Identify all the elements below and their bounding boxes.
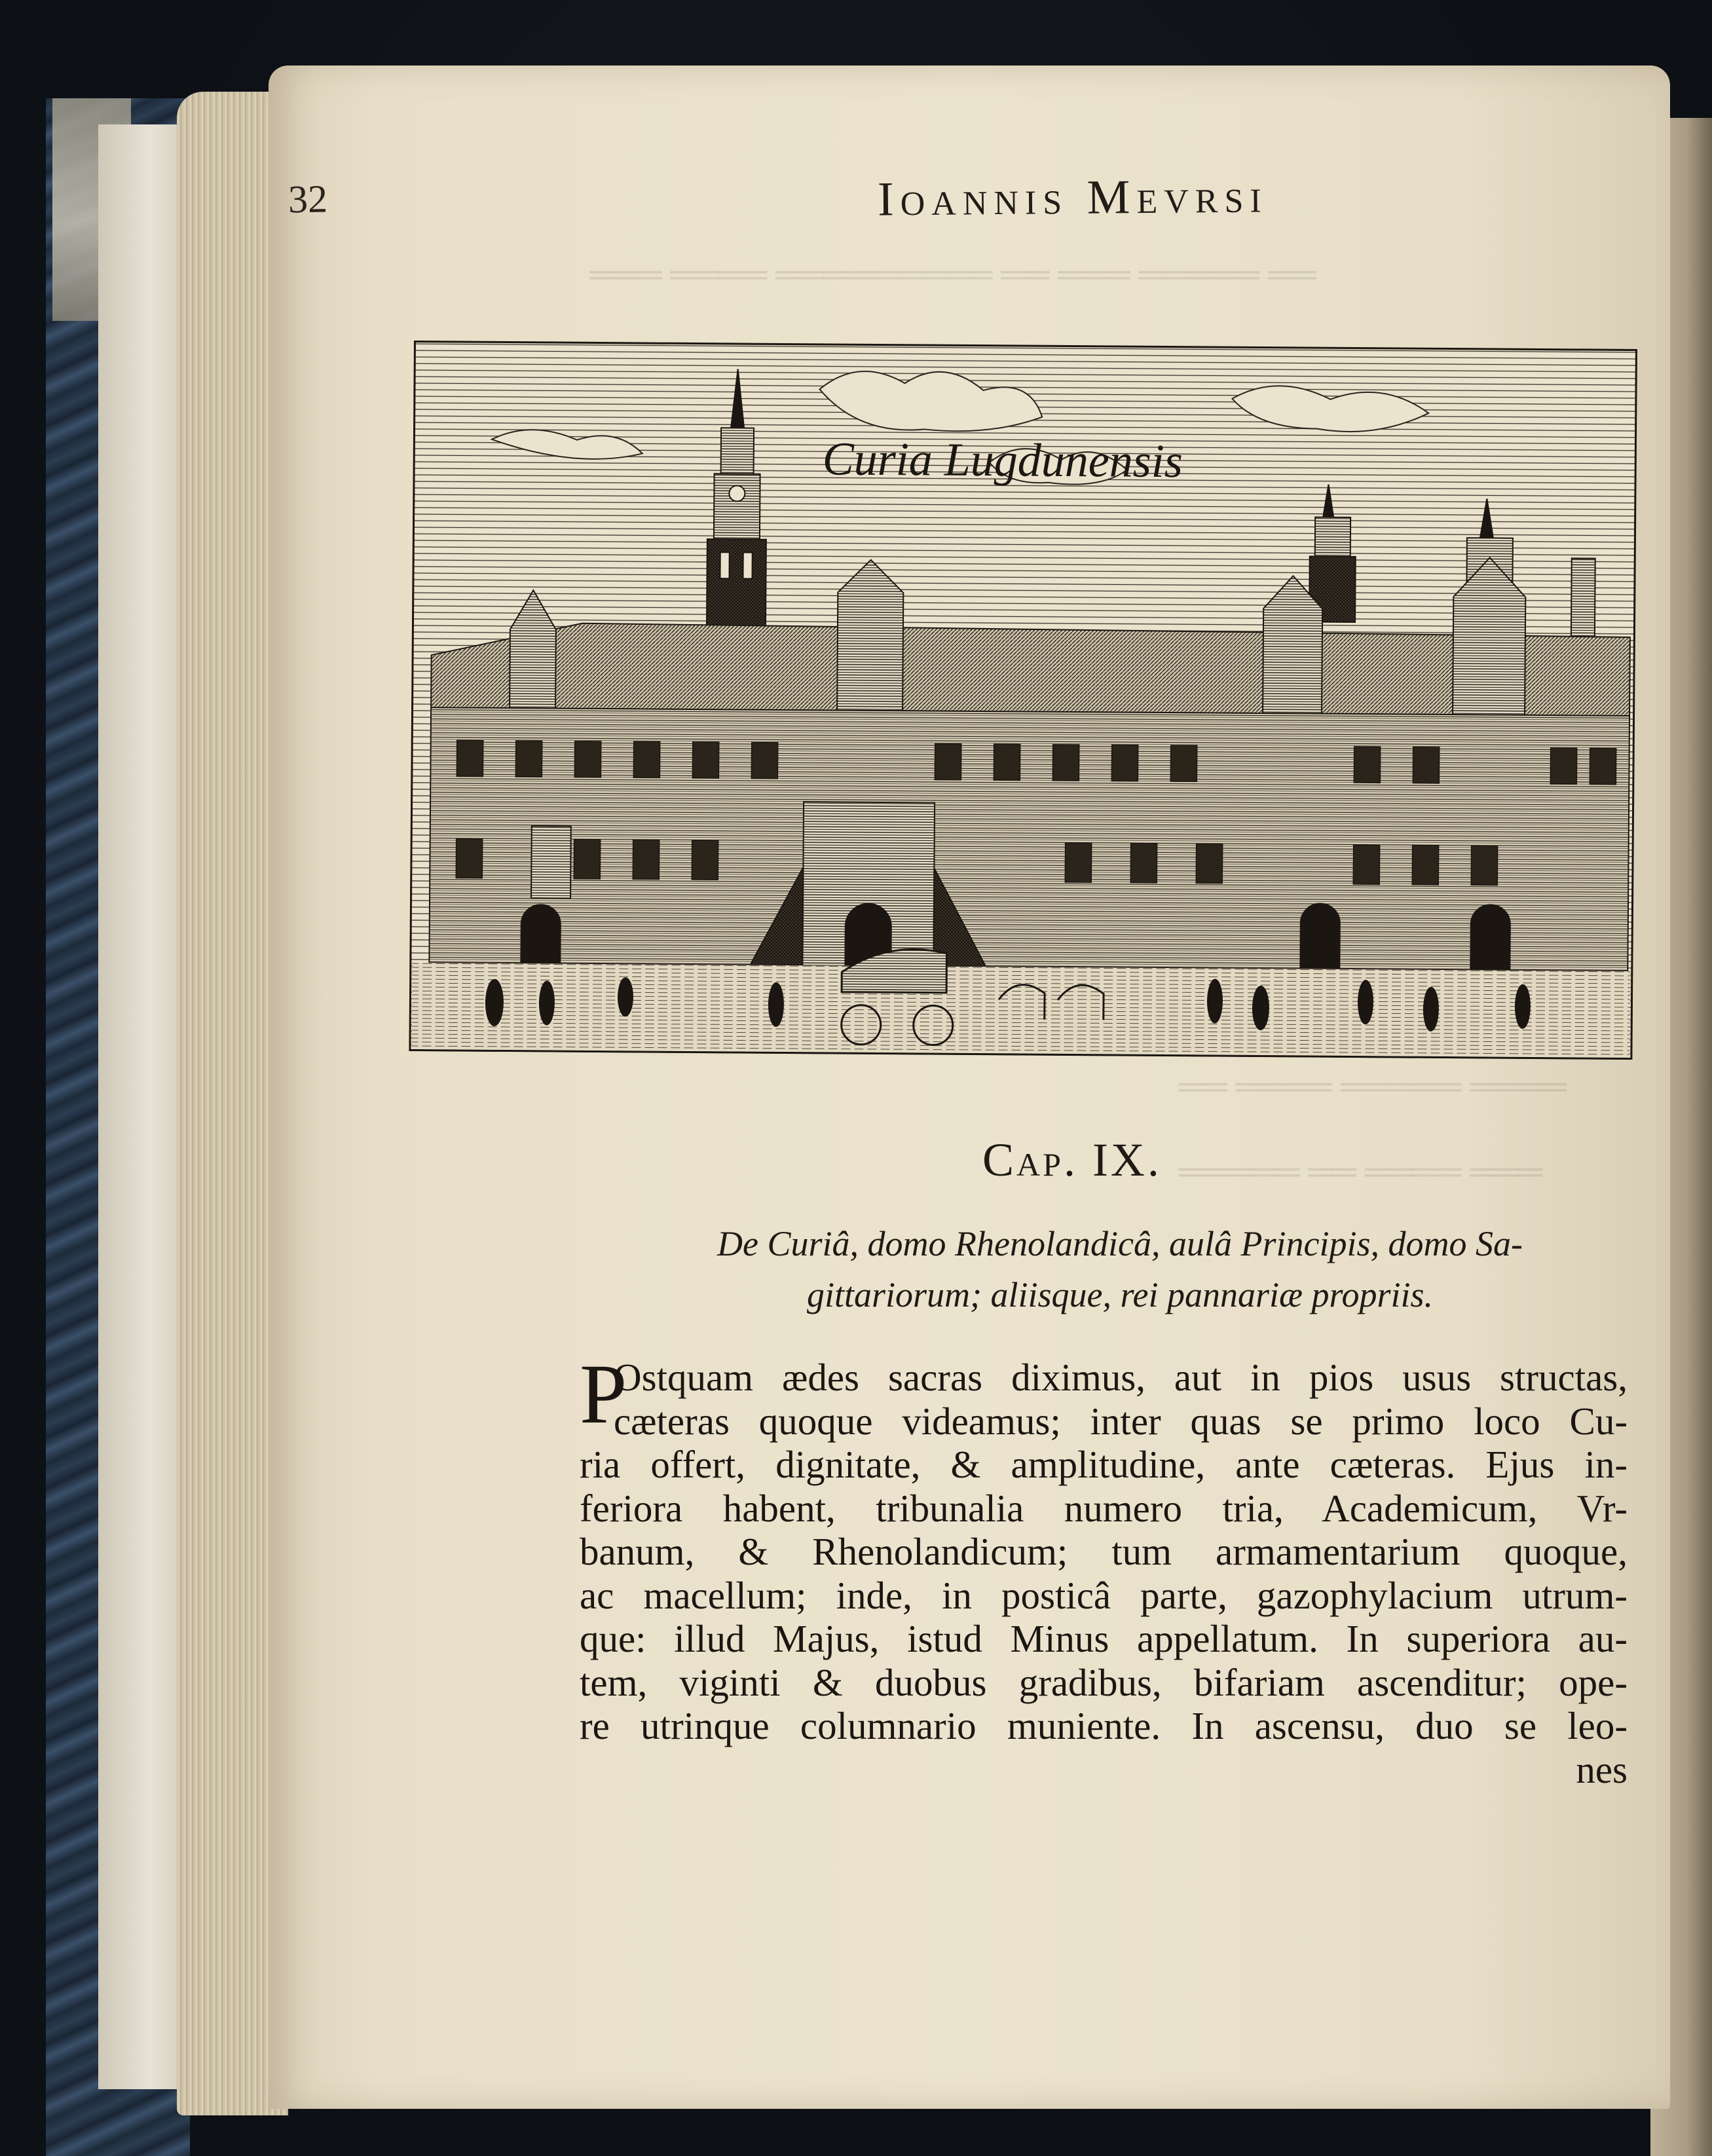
body-line: cæteras quoque videamus; inter quas se primo loco Cu- <box>614 1399 1628 1443</box>
engraving-caption: Curia Lugdunensis <box>822 432 1183 488</box>
page-header <box>288 169 1336 242</box>
body-text <box>580 1356 1628 1791</box>
body-line: banum, & Rhenolandicum; tum armamentarium quoque, <box>580 1530 1628 1573</box>
page-number: 32 <box>288 177 328 221</box>
body-line: ac macellum; inde, in posticâ parte, gazophylacium utrum- <box>580 1573 1628 1617</box>
running-head: Ioannis Mevrsi <box>877 169 1268 227</box>
body-line: nes <box>1576 1747 1628 1791</box>
chapter-heading: Cap. IX. <box>982 1134 1162 1186</box>
body-line: Ostquam ædes sacras diximus, aut in pios usus structas, <box>614 1356 1628 1399</box>
drop-cap: P <box>580 1347 627 1441</box>
engraving-illustration <box>409 341 1637 1060</box>
body-line: ria offert, dignitate, & amplitudine, ante cæteras. Ejus in- <box>580 1443 1628 1486</box>
bleed-through-text: ═══ ════ ══ ═════ <box>1179 1153 1542 1191</box>
subtitle-line: De Curiâ, domo Rhenolandicâ, aulâ Principis, domo Sa- <box>717 1224 1523 1263</box>
chapter-subtitle <box>609 1218 1631 1320</box>
body-line: feriora habent, tribunalia numero tria, Academicum, Vr- <box>580 1486 1628 1530</box>
body-line: tem, viginti & duobus gradibus, bifariam ascenditur; ope- <box>580 1660 1628 1704</box>
body-line: que: illud Majus, istud Minus appellatum. In superiora au- <box>580 1617 1628 1660</box>
bleed-through-text: ══ ═════ ═══ ══ ═════════ ════ ═══ <box>589 256 1316 293</box>
bleed-through-text: ════ ═════ ════ ══ <box>1179 1068 1567 1106</box>
subtitle-line: gittariorum; aliisque, rei pannariæ propriis. <box>806 1275 1434 1314</box>
body-line: re utrinque columnario muniente. In ascensu, duo se leo- <box>580 1704 1628 1747</box>
